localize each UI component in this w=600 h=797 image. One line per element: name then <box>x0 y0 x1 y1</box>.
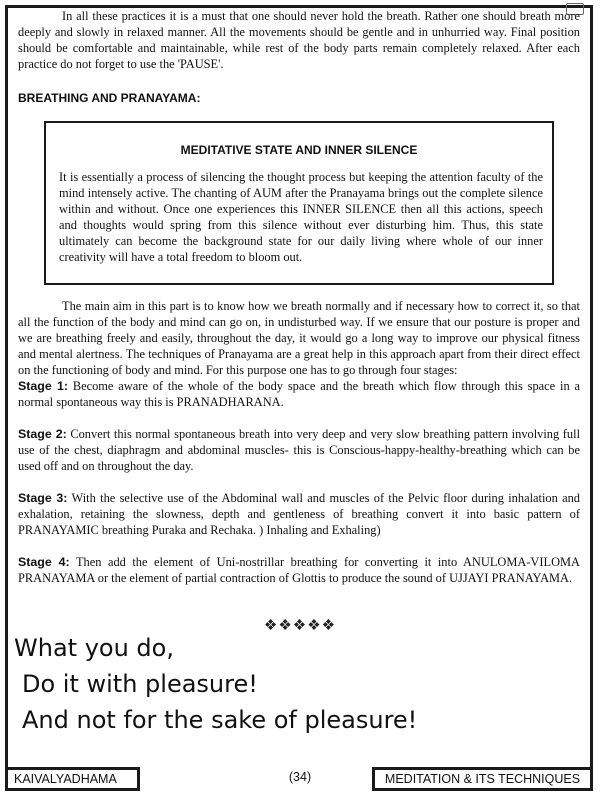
quote-line-2: Do it with pleasure! <box>22 670 258 698</box>
stage-1 <box>18 378 580 410</box>
main-paragraph: The main aim in this part is to know how we breath normally and if necessary how to correct it, so that all the function of the body and mind can go on, in undisturbed way. If we ensure that our posture is proper and we are breathing freely and easily, throughout the day, it would go a long way to improve our physical fitness and mental alertness. The techniques of Pranayama are a great help in this approach apart from their direct effect on the functioning of body and mind. For this purpose one has to go through four stages: <box>18 299 580 377</box>
stage-text: Then add the element of Uni-nostrillar breathing for converting it into ANULOMA-VILOMA PRANAYAMA or the element of partial contraction of Glottis to produce the sound of UJJAYI PRANAYAMA. <box>18 555 580 585</box>
stage-label: Stage 2: <box>18 427 67 441</box>
stage-text: Become aware of the whole of the body space and the breath which flow through this space in a normal spontaneous way this is PRANADHARANA. <box>18 379 580 409</box>
stage-label: Stage 1: <box>18 379 68 393</box>
main-section <box>18 298 580 586</box>
page-footer <box>0 767 600 797</box>
page-number: (34) <box>288 770 312 784</box>
stage-label: Stage 3: <box>18 491 68 505</box>
quote-line-1: What you do, <box>14 634 174 662</box>
top-content <box>18 8 580 106</box>
intro-paragraph: In all these practices it is a must that one should never hold the breath. Rather one should breath more deeply and slowly in relaxed manner. All the movements should be gentle and in unhurried way. Final position should be comfortable and maintainable, while rest of the body parts remain completely relaxed. After each practice do not forget to use the 'PAUSE'. <box>18 9 580 71</box>
stage-2 <box>18 426 580 474</box>
ornament-divider: ❖❖❖❖❖ <box>263 618 337 634</box>
stage-label: Stage 4: <box>18 555 70 569</box>
box-body: It is essentially a process of silencing the thought process but keeping the attention faculty of the mind intensely active. The chanting of AUM after the Pranayama brings out the complete silence within and without. Once one experiences this INNER SILENCE then all this actions, speech and thoughts would spring from this silence without ever disturbing him. Thus, this state ultimately can become the background state for our daily living where whole of our inner creativity will have a total freedom to bloom out. <box>59 170 543 264</box>
stage-text: With the selective use of the Abdominal wall and muscles of the Pelvic floor during inhalation and exhalation, retaining the slowness, depth and gentleness of breathing convert it into basic pattern of PRANAYAMIC breathing Puraka and Rechaka. ) Inhaling and Exhaling) <box>18 491 581 537</box>
stage-3 <box>18 490 580 538</box>
meditative-state-box <box>44 121 554 285</box>
section-heading: BREATHING AND PRANAYAMA: <box>18 91 201 105</box>
stage-text: Convert this normal spontaneous breath into very deep and very slow breathing pattern involving full use of the chest, diaphragm and abdominal muscles- this is Conscious-happy-healthy-breathing which can be used off and on throughout the day. <box>18 427 581 473</box>
stage-4 <box>18 554 580 586</box>
box-title: MEDITATIVE STATE AND INNER SILENCE <box>180 143 418 157</box>
footer-chapter-title: MEDITATION & ITS TECHNIQUES <box>372 767 593 791</box>
footer-publisher: KAIVALYADHAMA <box>5 767 140 791</box>
quote-line-3: And not for the sake of pleasure! <box>22 706 418 734</box>
quote <box>14 630 417 738</box>
